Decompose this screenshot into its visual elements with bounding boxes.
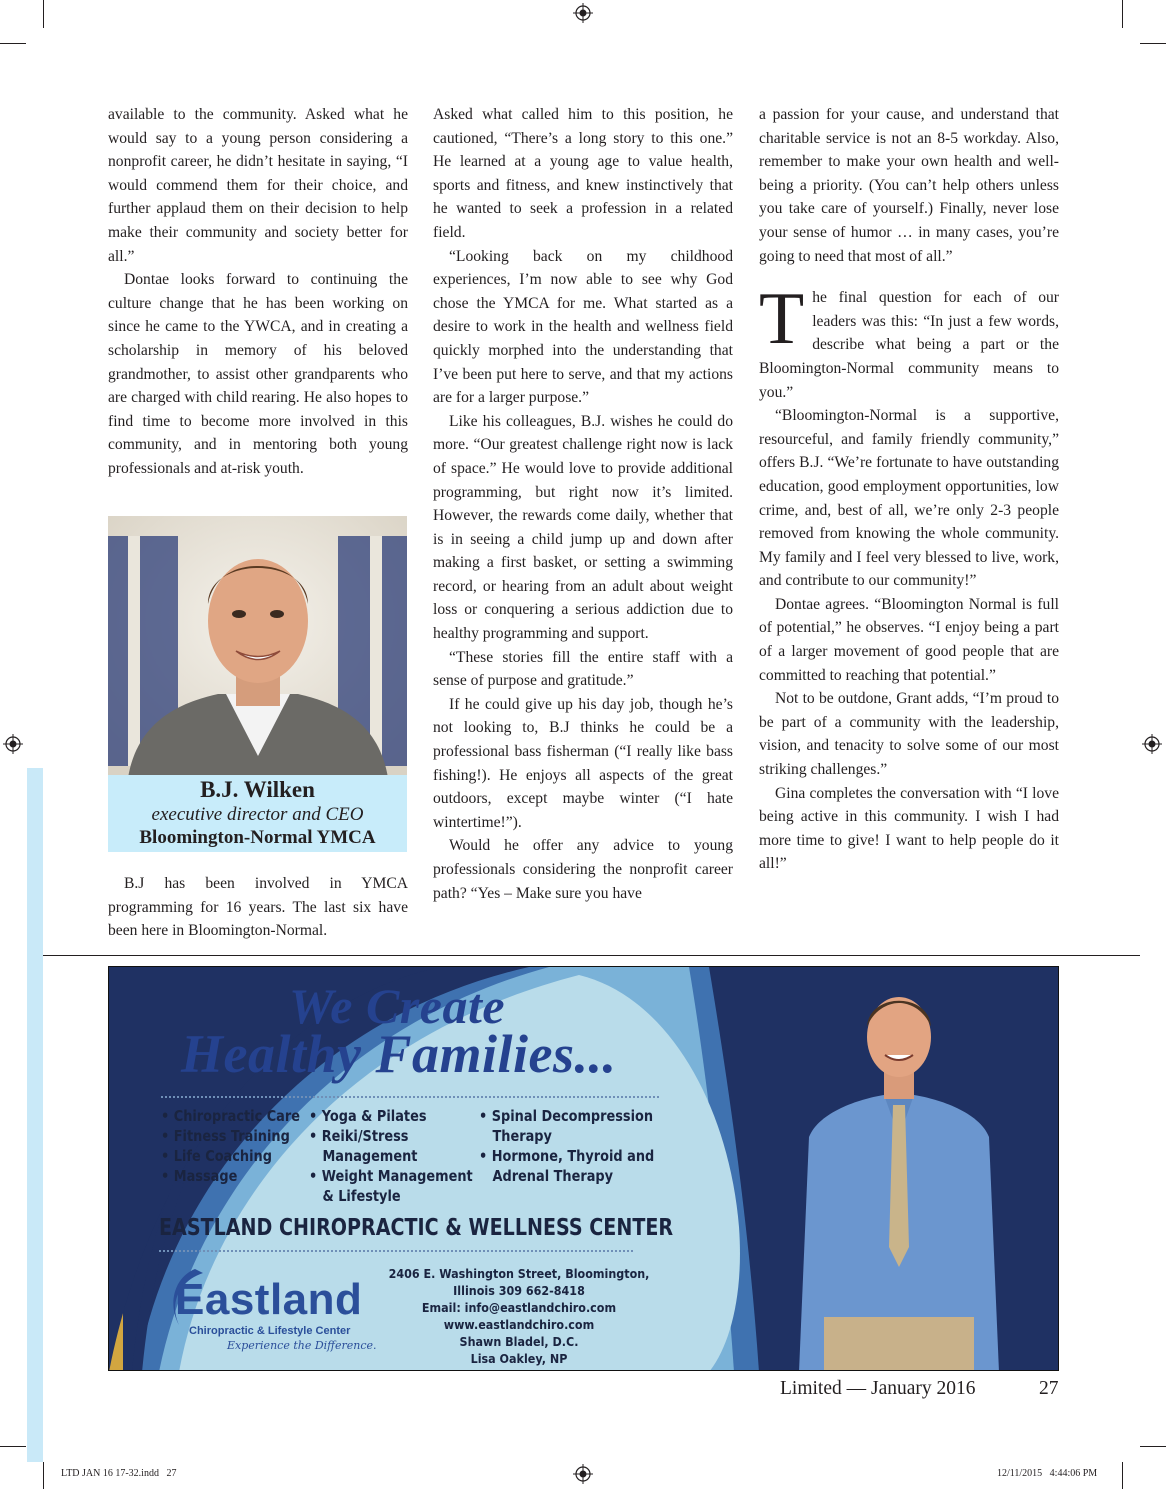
dotted-rule [161, 1096, 659, 1098]
article-column-3 [759, 103, 1059, 876]
caption-name: B.J. Wilken [200, 777, 315, 802]
contact-line: Email: info@eastlandchiro.com [421, 1300, 617, 1315]
eastland-advertisement [108, 966, 1059, 1371]
eastland-logo [165, 1263, 385, 1355]
paragraph: available to the community. Asked what he would say to a young person considering a nonprofit career, he didn’t hesitate in saying, “I would commend them for their choice, and further applaud them on their decision to help make their community and society better for all.” [108, 106, 408, 265]
publication-folio: Limited — January 2016 [780, 1378, 976, 1399]
dropcap-letter: T [759, 278, 805, 361]
service-item: • Chiropractic Care [161, 1107, 300, 1125]
service-item: • Hormone, Thyroid and [479, 1147, 655, 1165]
contact-line: Lisa Oakley, NP [470, 1351, 568, 1366]
article-column-1-continued [108, 872, 408, 943]
service-item: • Life Coaching [161, 1147, 272, 1165]
paragraph: “Looking back on my childhood experiences, I’m now able to see why God chose the YMCA for me. What started as a desire to work in the health and wellness field quickly morphed into the understanding that I’ve been put here to serve, and that my actions are for a larger purpose.” [433, 247, 733, 407]
service-item: • Weight Management [309, 1167, 473, 1185]
crop-mark [1122, 0, 1123, 28]
services-column-1 [161, 1106, 300, 1186]
paragraph-with-dropcap [759, 278, 1059, 404]
services-column-3 [479, 1106, 654, 1186]
service-item: & Lifestyle [309, 1187, 401, 1205]
ad-contact-block [384, 1265, 654, 1367]
contact-line: Shawn Bladel, D.C. [459, 1334, 579, 1349]
service-item: Adrenal Therapy [479, 1167, 614, 1185]
crop-mark [43, 0, 44, 28]
caption-organization: Bloomington-Normal YMCA [139, 827, 376, 848]
paragraph: B.J has been involved in YMCA programming for 16 years. The last six have been here in Bloomington-Normal. [108, 875, 408, 940]
indesign-slug-date: 12/11/2015 4:44:06 PM [997, 1468, 1098, 1479]
service-item: • Spinal Decompression [479, 1107, 654, 1125]
bj-wilken-photo [108, 516, 407, 778]
contact-line: www.eastlandchiro.com [443, 1317, 595, 1332]
caption-title: executive director and CEO [151, 804, 364, 825]
paragraph: Dontae agrees. “Bloomington Normal is full of potential,” he observes. “I enjoy being a part of a larger movement of good people that are committed to reaching that potential.” [759, 595, 1059, 684]
paragraph: Asked what called him to this position, he cautioned, “There’s a long story to this one.” He learned at a young age to value health, sports and fitness, and knew instinctively that he wanted to seek a profession in a related field. [433, 106, 733, 241]
portrait-illustration [108, 516, 407, 778]
service-item: • Yoga & Pilates [309, 1107, 427, 1125]
logo-tagline: Experience the Difference. [227, 1339, 377, 1352]
paragraph: Not to be outdone, Grant adds, “I’m proud to be part of a community with the leadership, vision, and tenacity to solve some of our most striking challenges.” [759, 690, 1059, 779]
contact-line: 2406 E. Washington Street, Bloomington, [388, 1266, 650, 1281]
service-item: • Massage [161, 1167, 238, 1185]
logo-subtitle: Chiropractic & Lifestyle Center [189, 1325, 351, 1337]
crop-mark [1140, 1446, 1166, 1447]
service-item: Therapy [479, 1127, 552, 1145]
paragraph: Gina completes the conversation with “I love being active in this community. I wish I had more time to give! I want to help people do it all!” [759, 784, 1059, 873]
paragraph: Would he offer any advice to young professionals considering the nonprofit career path? “Yes – Make sure you have [433, 837, 733, 902]
paragraph: “These stories fill the entire staff with a sense of purpose and gratitude.” [433, 648, 733, 690]
service-item: • Fitness Training [161, 1127, 290, 1145]
article-column-2 [433, 103, 733, 905]
section-divider [43, 955, 1140, 956]
service-item: • Reiki/Stress [309, 1127, 409, 1145]
paragraph: If he could give up his day job, though he’s not looking to, B.J thinks he could be a professional bass fisherman (“I really like bass fishing!). He enjoys all aspects of the great outdoors, except maybe winter (“I hate wintertime!”). [433, 695, 733, 831]
crosshair-registration-icon [1142, 734, 1162, 754]
paragraph: a passion for your cause, and understand that charitable service is not an 8-5 workday. Also, remember to make your own health and well-being a priority. (You can’t help others unless you take care of yourself.) Finally, never lose your sense of humor … in many cases, you’re going to need that most of all.” [759, 106, 1059, 265]
crosshair-registration-icon [573, 3, 593, 23]
crop-mark [1140, 43, 1166, 44]
paragraph: Like his colleagues, B.J. wishes he could do more. “Our greatest challenge right now is lack of space.” He would love to provide additional programming, but right now it’s limited. However, the rewards come daily, whether that is in seeing a child jump up and down after making a first basket, or setting a swimming record, or hearing from an adult about weight loss or conquering a serious addiction due to healthy programming and support. [433, 412, 733, 643]
ad-headline-line-2: Healthy Families... [181, 1024, 617, 1084]
crop-mark [43, 1462, 44, 1489]
photo-caption [108, 775, 407, 852]
paragraph-text: he final question for each of our leaders was this: “In just a few words, describe what being a part or the Bloomington-Normal community means to you.” [759, 289, 1059, 401]
doctor-photo [789, 987, 1009, 1371]
crosshair-registration-icon [573, 1464, 593, 1484]
crop-mark [1122, 1462, 1123, 1489]
service-item: Management [309, 1147, 418, 1165]
paragraph: “Bloomington-Normal is a supportive, resourceful, and family friendly community,” offers B.J. “We’re fortunate to have outstanding education, good employment opportunities, low crime, and, best of all, we’re only 2-3 people removed from knowing the whole community. My family and I feel very blessed to live, work, and contribute to our community!” [759, 407, 1059, 590]
ad-headline-line-1: We Create [289, 978, 506, 1034]
paragraph: Dontae looks forward to continuing the culture change that he has been working on since he came to the YWCA, and in creating a scholarship in memory of his beloved grandmother, to assist other grandparents who are charged with child rearing. He also hopes to find time to become more involved in this community, and in mentoring both young professionals and at-risk youth. [108, 271, 408, 477]
logo-name: Eastland [175, 1275, 363, 1324]
crop-mark [0, 43, 26, 44]
page-edge-color-strip [27, 768, 43, 1462]
indesign-slug-file: LTD JAN 16 17-32.indd 27 [61, 1468, 177, 1479]
dotted-rule [159, 1250, 633, 1252]
services-column-2 [309, 1106, 473, 1206]
crosshair-registration-icon [3, 734, 23, 754]
ad-center-name: EASTLAND CHIROPRACTIC & WELLNESS CENTER [159, 1215, 674, 1241]
crop-mark [0, 1446, 26, 1447]
article-column-1 [108, 103, 408, 481]
page-number: 27 [1039, 1378, 1059, 1399]
contact-line: Illinois 309 662-8418 [453, 1283, 585, 1298]
